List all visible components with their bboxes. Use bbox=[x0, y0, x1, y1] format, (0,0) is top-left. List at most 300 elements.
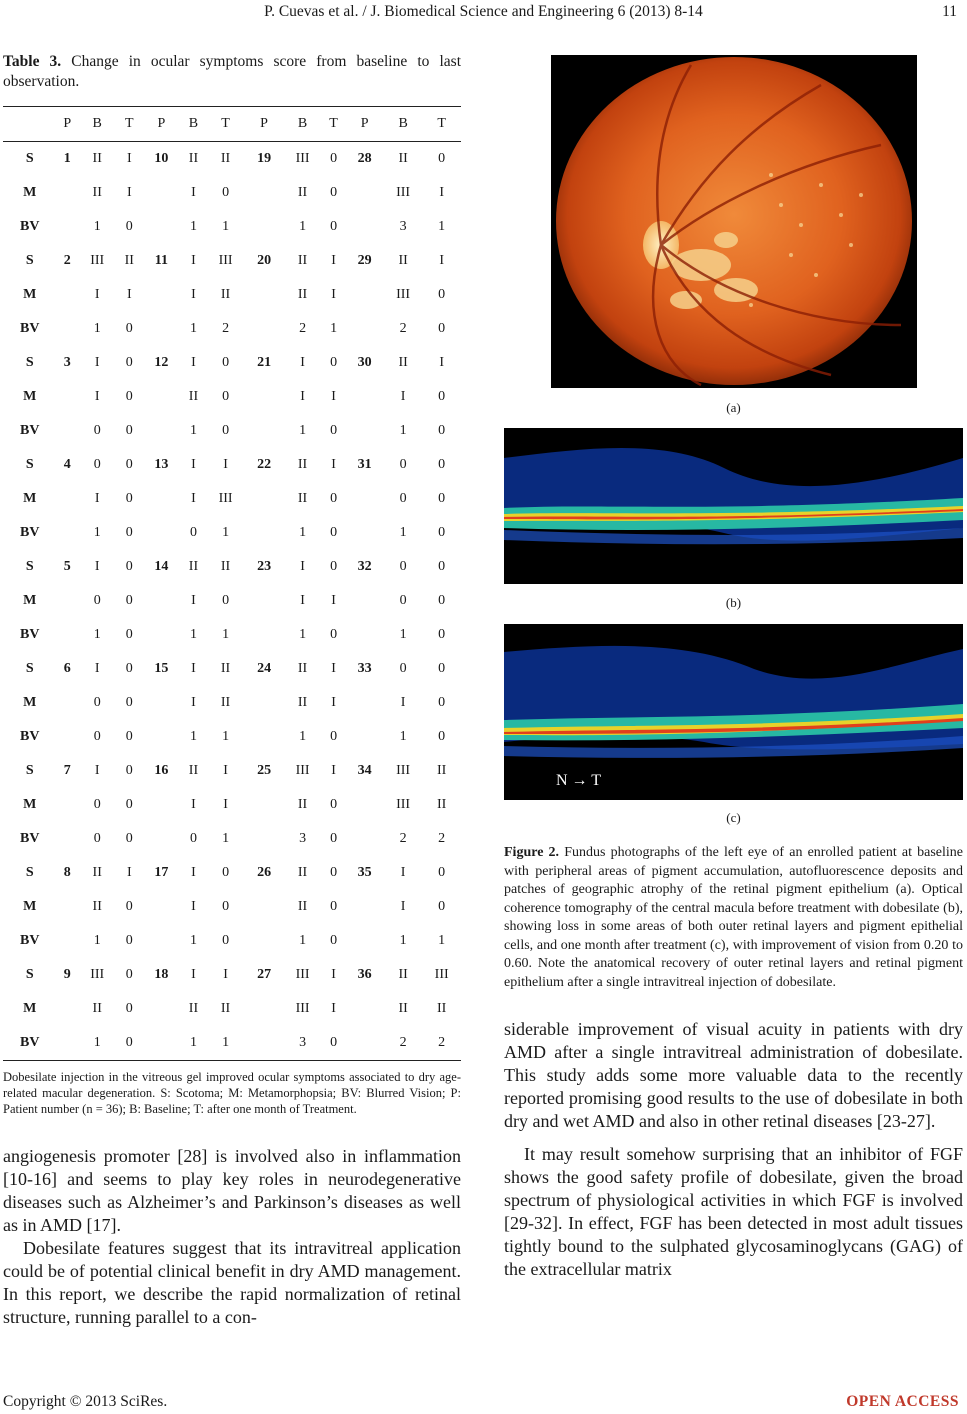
table-cell: III bbox=[434, 967, 449, 982]
table-cell bbox=[142, 618, 181, 652]
table-cell: II bbox=[297, 287, 308, 302]
table-cell: 0 bbox=[125, 831, 133, 846]
table-column-header: P bbox=[260, 116, 268, 131]
table-cell: I bbox=[439, 355, 445, 370]
table-row bbox=[3, 312, 461, 346]
table-cell: 0 bbox=[125, 661, 133, 676]
table-cell: 3 bbox=[399, 219, 407, 234]
table-cell: 0 bbox=[330, 865, 338, 880]
table-row bbox=[3, 176, 461, 210]
left-column bbox=[3, 52, 461, 1329]
table-cell: 3 bbox=[63, 355, 71, 370]
table-cell: 0 bbox=[330, 525, 338, 540]
table-cell: I bbox=[223, 797, 228, 812]
table-cell: BV bbox=[20, 1035, 40, 1050]
table-cell: 0 bbox=[125, 1001, 133, 1016]
table-cell: 0 bbox=[438, 491, 446, 506]
table-cell: II bbox=[188, 763, 199, 778]
table-cell: S bbox=[25, 763, 34, 778]
table-cell: 0 bbox=[438, 457, 446, 472]
table-cell bbox=[245, 210, 284, 244]
table-cell: 1 bbox=[93, 933, 101, 948]
table-cell bbox=[142, 516, 181, 550]
table-column-header: P bbox=[360, 116, 369, 131]
table-cell: I bbox=[191, 355, 196, 370]
table-cell: 24 bbox=[257, 661, 272, 676]
running-head bbox=[0, 0, 967, 24]
table-cell: I bbox=[300, 389, 305, 404]
table-cell bbox=[345, 516, 384, 550]
table-cell: I bbox=[94, 763, 100, 778]
table-cell: 28 bbox=[357, 151, 372, 166]
table-cell bbox=[345, 210, 384, 244]
table-cell: M bbox=[23, 287, 37, 302]
table-column-header: B bbox=[188, 116, 199, 131]
table-cell: II bbox=[220, 695, 231, 710]
table-cell: 19 bbox=[257, 151, 272, 166]
table-row bbox=[3, 652, 461, 686]
table-cell: I bbox=[94, 389, 100, 404]
table-cell: I bbox=[126, 185, 132, 200]
table-cell: 0 bbox=[125, 695, 133, 710]
running-title: P. Cuevas et al. / J. Biomedical Science and Engineering 6 (2013) 8-14 bbox=[264, 3, 703, 20]
table-cell: 0 bbox=[125, 729, 133, 744]
table-cell bbox=[142, 482, 181, 516]
table-cell: BV bbox=[20, 729, 40, 744]
table-cell: II bbox=[124, 253, 134, 268]
open-access-badge: OPEN ACCESS bbox=[846, 1393, 959, 1410]
table-cell: 1 bbox=[222, 729, 230, 744]
table-cell bbox=[345, 992, 384, 1026]
table-cell bbox=[345, 686, 384, 720]
table-cell bbox=[245, 890, 284, 924]
table-cell: 32 bbox=[357, 559, 372, 574]
table-cell: I bbox=[400, 695, 406, 710]
table-cell: 0 bbox=[93, 729, 101, 744]
table-row bbox=[3, 890, 461, 924]
table-cell: I bbox=[191, 797, 196, 812]
table-cell: 0 bbox=[330, 423, 338, 438]
table-cell: 0 bbox=[125, 491, 133, 506]
table-cell: II bbox=[437, 763, 447, 778]
table-cell: 0 bbox=[93, 831, 101, 846]
table-cell: 0 bbox=[438, 627, 446, 642]
table-cell: 1 bbox=[399, 423, 407, 438]
figure-caption bbox=[504, 844, 963, 992]
table-cell: 1 bbox=[299, 423, 307, 438]
table-cell: 2 bbox=[299, 321, 307, 336]
table-cell: I bbox=[94, 287, 100, 302]
table-column-header: T bbox=[221, 116, 230, 131]
table-cell: 0 bbox=[438, 695, 446, 710]
table-row bbox=[3, 618, 461, 652]
table-cell bbox=[245, 1026, 284, 1061]
table-cell: M bbox=[23, 1001, 37, 1016]
table-cell: I bbox=[126, 151, 132, 166]
table-cell: I bbox=[331, 967, 336, 982]
table-cell bbox=[245, 686, 284, 720]
table-row bbox=[3, 380, 461, 414]
table-body bbox=[3, 142, 461, 1061]
table-cell: 0 bbox=[330, 831, 338, 846]
table-cell: 0 bbox=[438, 525, 446, 540]
table-cell: II bbox=[398, 253, 408, 268]
table-cell bbox=[245, 788, 284, 822]
table-cell bbox=[57, 992, 78, 1026]
table-cell bbox=[142, 380, 181, 414]
table-cell: III bbox=[90, 253, 105, 268]
table-header-row bbox=[3, 107, 461, 142]
table-cell: 0 bbox=[125, 899, 133, 914]
table-cell: 0 bbox=[438, 593, 446, 608]
table-cell bbox=[345, 278, 384, 312]
table-cell bbox=[142, 278, 181, 312]
table-cell: 0 bbox=[399, 593, 407, 608]
table-cell bbox=[57, 516, 78, 550]
table-cell: 0 bbox=[125, 389, 133, 404]
table-cell: 0 bbox=[125, 627, 133, 642]
table-cell: III bbox=[90, 967, 105, 982]
table-cell: S bbox=[25, 865, 34, 880]
table-cell: II bbox=[437, 1001, 447, 1016]
table-cell: 0 bbox=[125, 457, 133, 472]
table-caption-text: Change in ocular symptoms score from baseline to last observation. bbox=[3, 53, 461, 90]
table-cell: I bbox=[300, 559, 305, 574]
table-cell: 0 bbox=[125, 967, 133, 982]
table-cell: 0 bbox=[438, 389, 446, 404]
table-cell: I bbox=[223, 457, 228, 472]
table-cell: I bbox=[400, 389, 406, 404]
table-cell: 12 bbox=[154, 355, 169, 370]
table-cell: 0 bbox=[330, 559, 338, 574]
table-cell: II bbox=[188, 1001, 199, 1016]
table-cell bbox=[345, 414, 384, 448]
table-cell: 0 bbox=[125, 1035, 133, 1050]
fundus-photo-graphic bbox=[551, 55, 917, 388]
table-cell bbox=[142, 788, 181, 822]
table-cell bbox=[345, 1026, 384, 1061]
table-cell: BV bbox=[20, 219, 40, 234]
table-cell: 34 bbox=[357, 763, 372, 778]
table-cell bbox=[57, 1026, 78, 1061]
table-cell: 0 bbox=[330, 151, 338, 166]
table-cell: M bbox=[23, 695, 37, 710]
table-label: Table 3. bbox=[3, 53, 62, 70]
table-cell: II bbox=[297, 185, 308, 200]
figure-label-a: (a) bbox=[726, 400, 741, 415]
table-cell: II bbox=[92, 865, 102, 880]
table-column-header: T bbox=[125, 116, 134, 131]
table-row bbox=[3, 210, 461, 244]
table-cell: 35 bbox=[357, 865, 372, 880]
table-cell: II bbox=[92, 899, 102, 914]
table-cell: 0 bbox=[330, 355, 338, 370]
table-cell: I bbox=[126, 865, 132, 880]
table-cell: 10 bbox=[154, 151, 169, 166]
left-paragraph-1: angiogenesis promoter [28] is involved also in inflammation [10-16] and seems to play key roles in neurodegenerative diseases such as Alzheimer’s and Parkinson’s diseases as well as in AMD [17]. bbox=[3, 1146, 461, 1235]
right-paragraph-1: siderable improvement of visual acuity in patients with dry AMD after a single intravitreal administration of dobesilate. This study adds some more valuable data to the recently reported promising good results to the use of dobesilate in both dry and wet AMD and also in other retinal diseases [23-27]. bbox=[504, 1019, 963, 1131]
table-cell bbox=[245, 992, 284, 1026]
table-cell bbox=[345, 822, 384, 856]
table-cell: I bbox=[300, 593, 305, 608]
table-row bbox=[3, 754, 461, 788]
table-cell bbox=[345, 924, 384, 958]
table-cell: 0 bbox=[222, 355, 230, 370]
table-cell: 0 bbox=[438, 729, 446, 744]
table-cell bbox=[142, 414, 181, 448]
table-cell: 1 bbox=[189, 1035, 197, 1050]
table-cell: II bbox=[92, 1001, 102, 1016]
table-cell bbox=[245, 720, 284, 754]
table-cell: 0 bbox=[189, 831, 197, 846]
table-cell: M bbox=[23, 491, 37, 506]
table-cell: 26 bbox=[257, 865, 272, 880]
table-cell: 29 bbox=[357, 253, 372, 268]
table-cell: 30 bbox=[357, 355, 372, 370]
table-cell: II bbox=[398, 355, 408, 370]
table-cell: I bbox=[94, 355, 100, 370]
oct-after-image bbox=[504, 624, 963, 800]
table-cell bbox=[245, 380, 284, 414]
table-cell: 0 bbox=[125, 763, 133, 778]
table-cell: 1 bbox=[189, 219, 197, 234]
table-cell: I bbox=[400, 899, 406, 914]
table-cell: 0 bbox=[399, 661, 407, 676]
table-cell: 1 bbox=[93, 525, 101, 540]
table-cell: 5 bbox=[63, 559, 71, 574]
table-cell: 1 bbox=[189, 423, 197, 438]
table-cell: 0 bbox=[330, 627, 338, 642]
table-cell bbox=[142, 686, 181, 720]
table-column-header: P bbox=[157, 116, 166, 131]
table-cell bbox=[345, 890, 384, 924]
oct-after-graphic bbox=[504, 624, 963, 800]
table-cell bbox=[57, 278, 78, 312]
table-cell bbox=[57, 312, 78, 346]
table-cell: I bbox=[439, 185, 445, 200]
table-cell: I bbox=[191, 491, 196, 506]
table-cell: 0 bbox=[222, 933, 230, 948]
table-cell: 1 bbox=[222, 831, 230, 846]
table-cell: I bbox=[191, 661, 196, 676]
table-column-header: T bbox=[329, 116, 338, 131]
table-cell: M bbox=[23, 593, 37, 608]
table-cell bbox=[142, 720, 181, 754]
table-cell bbox=[142, 1026, 181, 1061]
table-column-header: T bbox=[437, 116, 446, 131]
table-cell: III bbox=[295, 763, 310, 778]
table-row bbox=[3, 720, 461, 754]
table-cell bbox=[57, 822, 78, 856]
table-cell: 1 bbox=[93, 1035, 101, 1050]
table-cell: 7 bbox=[63, 763, 71, 778]
table-cell: S bbox=[25, 967, 34, 982]
table-cell: 0 bbox=[93, 593, 101, 608]
table-caption bbox=[3, 52, 461, 92]
table-cell: 0 bbox=[438, 423, 446, 438]
table-cell: 0 bbox=[330, 729, 338, 744]
table-cell: 1 bbox=[189, 933, 197, 948]
table-cell: BV bbox=[20, 627, 40, 642]
table-cell: II bbox=[220, 287, 231, 302]
table-cell: 0 bbox=[222, 185, 230, 200]
table-cell: 2 bbox=[438, 831, 446, 846]
table-cell: II bbox=[297, 491, 308, 506]
table-cell bbox=[245, 516, 284, 550]
table-cell: I bbox=[94, 491, 100, 506]
table-cell: II bbox=[220, 661, 231, 676]
table-cell: II bbox=[297, 695, 308, 710]
left-paragraph-2: Dobesilate features suggest that its intravitreal application could be of potential clinical benefit in dry AMD management. In this report, we describe the rapid normalization of retinal structure, running parallel to a con- bbox=[3, 1238, 461, 1327]
table-cell: I bbox=[331, 695, 336, 710]
table-cell: 0 bbox=[125, 559, 133, 574]
table-cell: III bbox=[396, 287, 411, 302]
table-cell: 1 bbox=[93, 627, 101, 642]
table-cell bbox=[57, 788, 78, 822]
table-cell: 0 bbox=[399, 457, 407, 472]
table-cell: 2 bbox=[222, 321, 230, 336]
table-cell bbox=[345, 720, 384, 754]
table-cell: 0 bbox=[438, 899, 446, 914]
table-cell: I bbox=[191, 253, 196, 268]
table-cell: 36 bbox=[357, 967, 372, 982]
table-cell: I bbox=[331, 287, 336, 302]
table-cell: 0 bbox=[399, 559, 407, 574]
table-cell: 1 bbox=[222, 219, 230, 234]
table-cell bbox=[57, 176, 78, 210]
table-cell: 1 bbox=[438, 933, 446, 948]
fundus-photo bbox=[551, 55, 917, 388]
table-cell bbox=[345, 312, 384, 346]
table-row bbox=[3, 1026, 461, 1061]
table-cell: I bbox=[126, 287, 132, 302]
table-cell: 27 bbox=[257, 967, 272, 982]
table-cell: 14 bbox=[154, 559, 169, 574]
table-cell: II bbox=[398, 967, 408, 982]
table-cell: 0 bbox=[330, 219, 338, 234]
table-cell bbox=[245, 618, 284, 652]
table-cell: 1 bbox=[189, 729, 197, 744]
table-cell: 16 bbox=[154, 763, 169, 778]
table-cell bbox=[57, 482, 78, 516]
table-cell: 0 bbox=[125, 423, 133, 438]
table-cell: I bbox=[223, 763, 228, 778]
table-cell: 1 bbox=[189, 321, 197, 336]
table-cell: 1 bbox=[222, 1035, 230, 1050]
table-cell: 1 bbox=[330, 321, 338, 336]
table-row bbox=[3, 924, 461, 958]
table-column-header: B bbox=[92, 116, 102, 131]
table-cell bbox=[57, 210, 78, 244]
table-cell: 0 bbox=[125, 219, 133, 234]
table-cell: 0 bbox=[189, 525, 197, 540]
table-cell: 0 bbox=[125, 797, 133, 812]
symptoms-table bbox=[3, 106, 461, 1061]
table-cell: 0 bbox=[93, 797, 101, 812]
table-cell: 0 bbox=[438, 321, 446, 336]
table-cell: 0 bbox=[438, 661, 446, 676]
table-cell: 2 bbox=[399, 831, 407, 846]
table-cell: II bbox=[398, 151, 408, 166]
table-cell: 3 bbox=[299, 831, 307, 846]
table-cell: 1 bbox=[222, 627, 230, 642]
table-cell bbox=[142, 210, 181, 244]
table-cell: 0 bbox=[125, 355, 133, 370]
table-cell: II bbox=[297, 253, 308, 268]
table-cell: II bbox=[437, 797, 447, 812]
table-cell: I bbox=[331, 593, 336, 608]
table-cell: S bbox=[25, 457, 34, 472]
table-cell: 1 bbox=[299, 627, 307, 642]
table-cell: III bbox=[295, 967, 310, 982]
table-cell bbox=[142, 924, 181, 958]
table-cell: 0 bbox=[125, 321, 133, 336]
table-cell: 4 bbox=[63, 457, 71, 472]
table-cell bbox=[245, 278, 284, 312]
table-cell: M bbox=[23, 185, 37, 200]
table-note: Dobesilate injection in the vitreous gel improved ocular symptoms associated to dry age-related macular degeneration. S: Scotoma; M: Metamorphopsia; BV: Blurred Vision; P: Patient number (n = 36); B: Baseline; T: after one month of Treatment. bbox=[3, 1070, 461, 1116]
table-cell: S bbox=[25, 661, 34, 676]
table-cell bbox=[57, 924, 78, 958]
figure-caption-text: Fundus photographs of the left eye of an enrolled patient at baseline with peripheral areas of pigment accumulation, autofluorescence deposits and patches of geographic atrophy of the retinal pigment epithelium (a). Optical coherence tomography of the central macula before treatment with dobesilate (b), showing loss in some areas of both outer retinal layers and pigment epithelial cells, and one month after treatment (c), with improvement of vision from 0.20 to 0.60. Note the anatomical recovery of outer retinal layers and retinal pigment epithelium after a single intravitreal injection of dobesilate. bbox=[504, 845, 963, 990]
table-cell bbox=[245, 482, 284, 516]
table-cell: 0 bbox=[330, 1035, 338, 1050]
table-column-header: B bbox=[398, 116, 408, 131]
table-cell bbox=[57, 618, 78, 652]
table-row bbox=[3, 482, 461, 516]
table-cell: I bbox=[191, 457, 196, 472]
table-cell: I bbox=[331, 389, 336, 404]
table-row bbox=[3, 448, 461, 482]
table-cell: I bbox=[331, 457, 336, 472]
figure-label: Figure 2. bbox=[504, 845, 560, 860]
table-cell: 0 bbox=[330, 491, 338, 506]
copyright-notice: Copyright © 2013 SciRes. bbox=[3, 1393, 168, 1410]
table-cell: 1 bbox=[299, 219, 307, 234]
table-cell bbox=[142, 822, 181, 856]
table-cell: II bbox=[188, 151, 199, 166]
table-cell: 0 bbox=[125, 593, 133, 608]
table-cell: 1 bbox=[299, 525, 307, 540]
table-cell bbox=[245, 312, 284, 346]
table-cell: 0 bbox=[438, 559, 446, 574]
right-column bbox=[504, 52, 963, 1281]
table-cell: I bbox=[300, 355, 305, 370]
table-cell: I bbox=[94, 559, 100, 574]
table-row bbox=[3, 278, 461, 312]
table-cell: 0 bbox=[222, 593, 230, 608]
table-cell: M bbox=[23, 797, 37, 812]
table-cell: 1 bbox=[399, 525, 407, 540]
table-cell: 1 bbox=[399, 729, 407, 744]
table-cell: II bbox=[220, 559, 231, 574]
table-cell: I bbox=[191, 865, 196, 880]
figure-label-b: (b) bbox=[725, 595, 742, 610]
table-cell bbox=[345, 482, 384, 516]
table-cell: 23 bbox=[257, 559, 272, 574]
table-row bbox=[3, 346, 461, 380]
table-cell: 0 bbox=[438, 287, 446, 302]
table-cell: BV bbox=[20, 933, 40, 948]
table-cell bbox=[57, 720, 78, 754]
table-cell: 0 bbox=[222, 389, 230, 404]
table-cell: III bbox=[218, 253, 233, 268]
table-cell bbox=[345, 176, 384, 210]
table-row bbox=[3, 550, 461, 584]
table-cell bbox=[345, 584, 384, 618]
table-cell: I bbox=[223, 967, 228, 982]
table-cell: 0 bbox=[330, 185, 338, 200]
